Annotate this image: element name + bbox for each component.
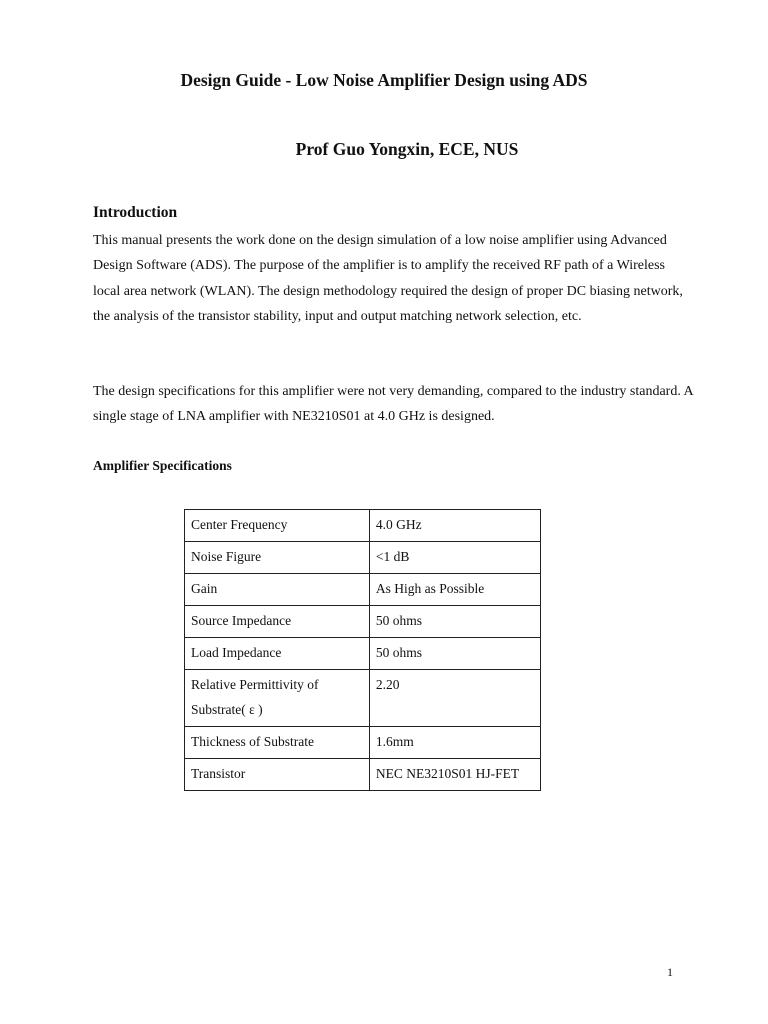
spec-value-cell: 50 ohms [369,638,540,670]
spec-parameter-cell: Thickness of Substrate [185,727,370,759]
spec-parameter-cell: Relative Permittivity of Substrate( ε ) [185,670,370,727]
introduction-paragraph-1: This manual presents the work done on the design simulation of a low noise amplifier using Advanced Design Software (ADS). The purpose of the amplifier is to amplify the received RF path of a Wireless local area network (WLAN). The design methodology required the design of proper DC biasing network, the analysis of the transistor stability, input and output matching network selection, etc. [93,233,683,324]
specifications-table [184,509,541,791]
table-row [185,574,541,606]
spec-value-cell: 1.6mm [369,727,540,759]
table-row [185,670,541,727]
table-row [185,638,541,670]
spec-parameter-cell: Noise Figure [185,542,370,574]
spec-value-cell: 4.0 GHz [369,510,540,542]
table-row [185,542,541,574]
spec-value-cell: 50 ohms [369,606,540,638]
spec-parameter-cell: Source Impedance [185,606,370,638]
spec-parameter-cell: Gain [185,574,370,606]
document-author: Prof Guo Yongxin, ECE, NUS [295,139,519,159]
specifications-heading: Amplifier Specifications [93,458,232,473]
spec-value-cell: As High as Possible [369,574,540,606]
spec-parameter-cell: Load Impedance [185,638,370,670]
spec-value-cell: 2.20 [369,670,540,727]
spec-parameter-cell: Center Frequency [185,510,370,542]
table-row [185,727,541,759]
spec-value-cell: NEC NE3210S01 HJ-FET [369,759,540,791]
table-row [185,606,541,638]
introduction-heading: Introduction [93,204,178,221]
spec-value-cell: <1 dB [369,542,540,574]
introduction-paragraph-2: The design specifications for this amplifier were not very demanding, compared to the industry standard. A single stage of LNA amplifier with NE3210S01 at 4.0 GHz is designed. [93,384,693,425]
table-row [185,510,541,542]
spec-parameter-cell: Transistor [185,759,370,791]
table-row [185,759,541,791]
page-number: 1 [667,965,673,979]
document-title: Design Guide - Low Noise Amplifier Design using ADS [180,70,588,90]
